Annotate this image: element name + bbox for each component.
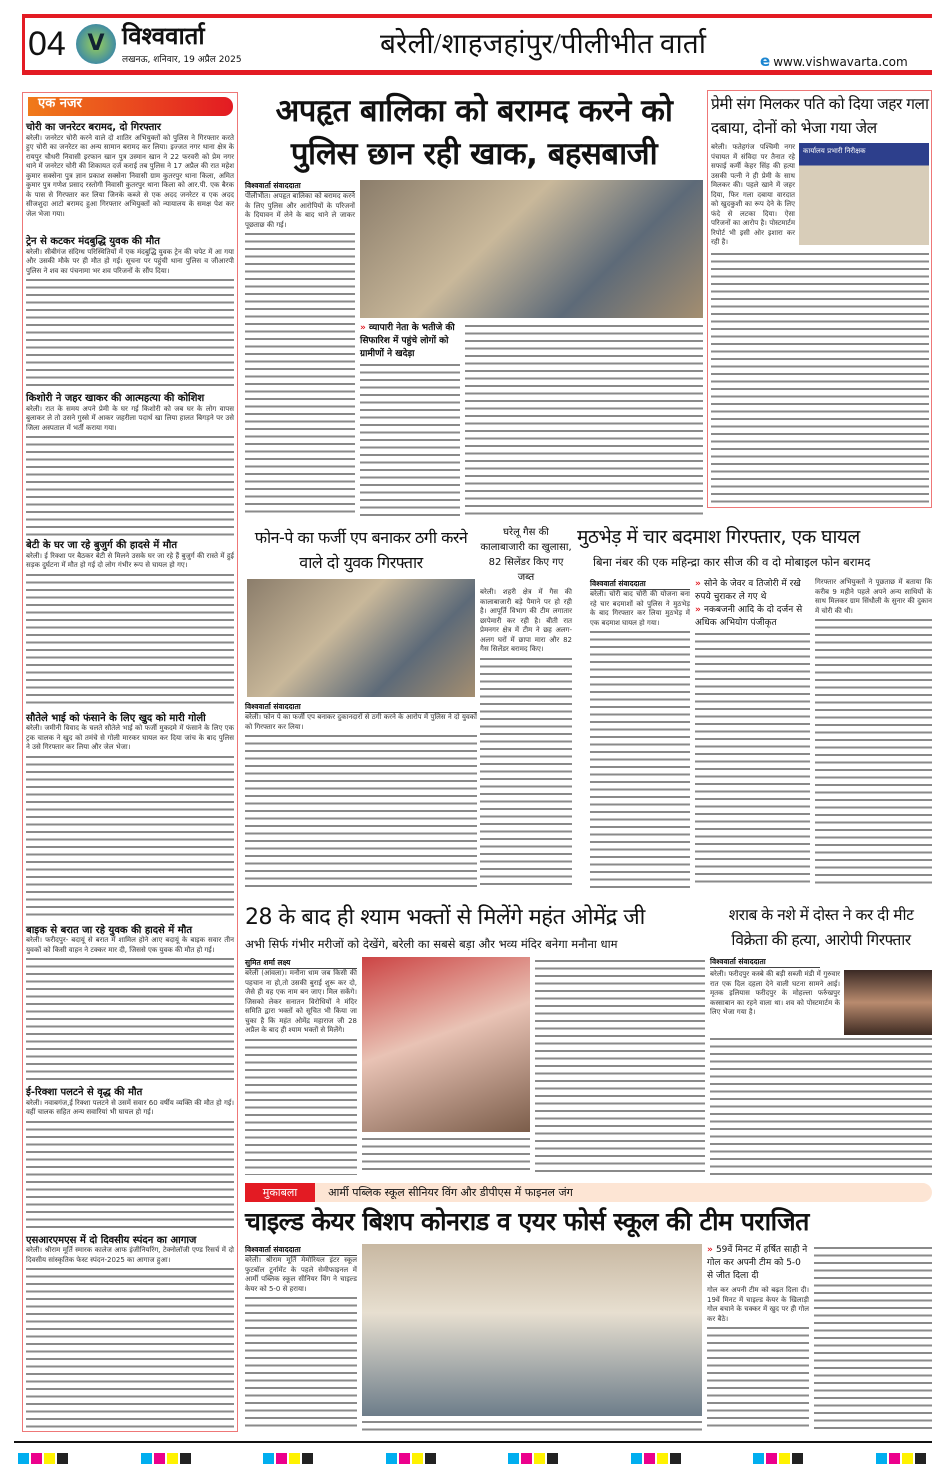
story-text: बरेली। रात के समय अपने प्रेमी के घर गई किशोरी को जब घर के लोग वापस बुलाकर ले तो उसने गुस्से में आकर जहरीला पदार्थ खा लिया हालत बिगड़ने पर उसे जिला अस्पताल में भर्ती कराया गया। [26, 404, 234, 432]
omendra-col-1 [245, 957, 357, 1175]
encounter-byline: विश्ववार्ता संवाददाता [590, 578, 690, 590]
pull-quote [360, 322, 460, 361]
sharab-text-block [710, 1035, 932, 1175]
lead-text-block [360, 361, 460, 516]
brief-story [26, 1235, 234, 1429]
right-top-headline: प्रेमी संग मिलकर पति को दिया जहर गला दबाया, दोनों को भेजा गया जेल [711, 95, 929, 137]
section-title: बरेली/शाहजहांपुर/पीलीभीत वार्ता [380, 29, 706, 60]
sports-body [245, 1244, 932, 1432]
omendra-body [245, 957, 705, 1175]
phonepe-photo [247, 579, 475, 697]
cmyk-swatch [141, 1449, 193, 1468]
cmyk-swatch [263, 1449, 315, 1468]
story-text-block [26, 433, 234, 536]
encounter-col-3 [815, 578, 932, 888]
gas-headline: घरेलू गैस की कालाबाजारी का खुलासा, 82 सिलेंडर किए गए जब्त [480, 527, 572, 583]
lead-text: पीलीभीत। अपहृत बालिका को बरामद करने के लिए पुलिस और आरोपियों के परिजनों के दियावन में लेने के बाद थाने ले जाकर पूछताछ की गई। [245, 192, 355, 229]
encounter-col-1 [590, 578, 690, 888]
story-title: बेटी के घर जा रहे बुजुर्ग की हादसे में मौत [26, 540, 178, 551]
story-text: बरेली। श्रीराम मूर्ति स्मारक कालेज आफ इंजीनियरिंग, टेक्नोलॉजी एण्ड रिसर्च में दो दिवसीय सांस्कृतिक फेस्ट स्पंदन-2025 का आगाज हुआ। [26, 1246, 234, 1264]
sports-kicker-text: आर्मी पब्लिक स्कूल सीनियर विंग और डीपीएस में फाइनल जंग [328, 1186, 573, 1199]
cmyk-swatch [386, 1449, 438, 1468]
sports-col-2 [362, 1244, 702, 1432]
cmyk-swatch [876, 1449, 928, 1468]
story-title: बाइक से बरात जा रहे युवक की हादसे में मौत [26, 924, 193, 936]
omendra-text: बरेली (आंवला)। मनौना धाम जब किसी की पहचान ना हो,तो उसकी बुराई शुरू कर दो, जैसे ही वह एक नाम बन जाए। मिल सकेंगे। जिसको लेकर सनातन विरोधियों ने मंदिर समिति द्वारा भक्तों को सूचित भी किया जा चुका है कि महंत ओमेंद्र महाराज जी 28 अप्रैल के बाद ही श्याम भक्तों से मिलेंगे। [245, 969, 357, 1034]
lead-pull-col [360, 322, 460, 516]
bullet-item [695, 578, 810, 604]
page-number: 04 [28, 25, 66, 63]
sharab-story [710, 903, 932, 1175]
bullet-text: 59वें मिनट में हर्षित साही ने गोल कर अपनी टीम को 5-0 से जीत दिला दी [707, 1245, 808, 1281]
gas-text: बरेली। शहरी क्षेत्र में गैस की कालाबाजारी बड़े पैमाने पर हो रही है। आपूर्ति विभाग की टीम लगातार छापेमारी कर रही है। बीती रात प्रेमनगर क्षेत्र में टीम ने छह अलग-अलग घरों में छापा मारा और 82 गैस सिलेंडर बरामद किए। [480, 588, 572, 653]
encounter-story [577, 524, 932, 888]
phonepe-text-block [245, 732, 477, 888]
encounter-col-2 [695, 578, 810, 888]
sports-text-block [362, 1418, 702, 1432]
lead-headline: अपहृत बालिका को बरामद करने को पुलिस छान रही खाक, बहसबाजी [275, 93, 673, 172]
sports-text-2: गोल कर अपनी टीम को बढ़त दिला दी। 19वें मिनट में चाइल्ड केयर के खिलाड़ी गोल बचाने के चक्कर में खुद पर ही गोल कर बैठे। [707, 1286, 809, 1323]
bullet-text: सोने के जेवर व तिजोरी में रखे रुपये चुराकर ले गए थे [695, 579, 801, 602]
chevron-icon: » [360, 323, 369, 333]
right-top-text-block [711, 250, 929, 505]
brief-story [26, 540, 234, 709]
encounter-body [577, 578, 932, 888]
browser-icon: e [760, 52, 771, 70]
omendra-text-block [362, 1135, 530, 1175]
right-top-body [711, 143, 929, 248]
gas-text-block [480, 655, 572, 889]
omendra-photo [362, 957, 530, 1132]
chevron-icon: » [695, 579, 704, 589]
website-link[interactable] [760, 52, 908, 70]
cmyk-swatch [508, 1449, 560, 1468]
sports-col-3 [707, 1244, 809, 1432]
chevron-icon: » [695, 605, 704, 615]
brief-story [26, 393, 234, 536]
story-text-block [26, 1118, 234, 1231]
lead-subcols [360, 322, 703, 516]
sharab-body [710, 970, 932, 1035]
pull-quote-text: व्यापारी नेता के भतीजे की सिफारिश में पहुंचे लोगों को ग्रामीणों ने खदेड़ा [360, 323, 455, 359]
encounter-text-block [695, 630, 810, 888]
brief-story [26, 713, 234, 921]
story-text: बरेली। ई रिक्शा पर बैठकर बेटी से मिलने उसके घर जा रहे हैं बुजुर्ग की रास्ते में हुई सड़क दुर्घटना में मौत हो गई दो लोग गंभीर रूप से घायल हो गए। [26, 551, 234, 569]
sports-text-block [707, 1324, 809, 1432]
lead-col-2 [360, 180, 703, 516]
story-text-block [26, 753, 234, 921]
website-url: www.vishwavarta.com [773, 55, 908, 69]
story-title: एसआरएमएस में दो दिवसीय स्पंदन का आगाज [26, 1234, 197, 1246]
story-text: बरेली। फरीदपुर- बदायूं से बरात में शामिल होने आए बदायूं के बाइक सवार तीन युवकों को किसी वाहन ने टक्कर मार दी, जिससे एक युवक की मौत हो गई। [26, 936, 234, 954]
story-text-block [26, 1265, 234, 1428]
omendra-subhead: अभी सिर्फ गंभीर मरीजों को देखेंगे, बरेली का सबसे बड़ा और भव्य मंदिर बनेगा मनौना धाम [245, 937, 618, 951]
omendra-story [245, 903, 705, 1175]
story-title: सौतेले भाई को फंसाने के लिए खुद को मारी गोली [26, 712, 206, 724]
encounter-text-2: गिरफ्तार अभियुक्तों ने पूछताछ में बताया कि करीब 9 महीने पहले अपने अन्य साथियों के साथ मिलकर ग्राम सिंधौली के सुनार की दुकान में चोरी की थी। [815, 578, 932, 615]
story-title: किशोरी ने जहर खाकर की आत्महत्या की कोशिश [26, 393, 205, 404]
sports-byline: विश्ववार्ता संवाददाता [245, 1244, 357, 1256]
right-top-photo [799, 143, 929, 245]
sharab-photo [844, 970, 932, 1035]
gas-story [480, 525, 572, 888]
story-title: ट्रेन से कटकर मंदबुद्धि युवक की मौत [26, 236, 160, 247]
phonepe-byline: विश्ववार्ता संवाददाता [245, 701, 477, 713]
sharab-byline: विश्ववार्ता संवाददाता [710, 956, 820, 968]
story-text: बरेली। सीबीगंज संदिग्ध परिस्थितियों में एक मंदबुद्धि युवक ट्रेन की चपेट में आ गया और उसकी मौके पर ही मौत हो गई। सूचना पर पहुंची थाना पुलिस व जीआरपी पुलिस ने शव का पंचनामा भर शव परिजनों के सौंप दिया। [26, 247, 234, 275]
brief-story [26, 1087, 234, 1231]
encounter-subhead: बिना नंबर की एक महिन्द्रा कार सीज की व दो मोबाइल फोन बरामद [593, 555, 871, 569]
cmyk-swatch [18, 1449, 70, 1468]
brand-logo-icon: V [76, 24, 116, 64]
lead-body [245, 180, 703, 516]
lead-col-1 [245, 180, 355, 516]
story-text-block [26, 276, 234, 389]
brand-name: विश्ववार्ता [122, 22, 205, 50]
sharab-text: बरेली। फरीदपुर कस्बे की बड़ी सब्जी मंडी में गुरुवार रात एक दिल दहला देने वाली घटना सामने आई। मृतक इलियास फरीदपुर के मोहल्ला फर्रुखपुर कस्साबान का रहने वाला था। शव को पोस्टमार्टम के लिए भेजा गया है। [710, 970, 840, 1016]
phonepe-story [245, 525, 477, 888]
brief-story [26, 122, 234, 232]
sports-text-block [814, 1244, 932, 1432]
sports-kicker: मुकाबला [245, 1183, 315, 1202]
encounter-text-block [815, 616, 932, 888]
sports-headline: चाइल्ड केयर बिशप कोनराड व एयर फोर्स स्कूल की टीम पराजित [245, 1207, 809, 1236]
story-title: ई-रिक्शा पलटने से वृद्ध की मौत [26, 1087, 143, 1098]
footer-rule [14, 1441, 932, 1443]
omendra-text-block [245, 1036, 357, 1176]
cmyk-swatch [631, 1449, 683, 1468]
cmyk-registration-marks [18, 1449, 928, 1468]
ek-nazar-label: एक नजर [28, 97, 233, 116]
bullet-item [695, 604, 810, 630]
phonepe-text: बरेली। फोन पे का फर्जी एप बनाकर दुकानदारों से ठगी करने के आरोप में पुलिस ने दो युवकों को गिरफ्तार कर लिया। [245, 713, 477, 731]
story-text-block [26, 571, 234, 709]
lead-byline: विश्ववार्ता संवाददाता [245, 180, 355, 192]
brief-story [26, 236, 234, 389]
story-text: बरेली। नवाबगंज,ई रिक्शा पलटने से उसमें सवार 60 वर्षीय व्यक्ति की मौत हो गई। वहीं चालक सहित अन्य सवारियां भी घायल हो गई। [26, 1098, 234, 1116]
omendra-headline: 28 के बाद ही श्याम भक्तों से मिलेंगे महंत ओमेंद्र जी [245, 905, 645, 930]
right-top-text: बरेली। फतेहगंज पश्चिमी नगर पंचायत में संविदा पर तैनात रहे सफाई कर्मी केहर सिंह की हत्या उसकी पत्नी ने ही प्रेमी के साथ मिलकर की। पहले खाने में जहर दिया, फिर गला दबाया वारदात को खुदकुशी का रूप देने के लिए फंदे से लटका दिया। ऐसा परिजनों का आरोप है। पोस्टमार्टम रिपोर्ट भी इसी ओर इशारा कर रही है। [711, 143, 795, 246]
story-text: बरेली। जनरेटर चोरी करने वाले दो शातिर अभियुक्तों को पुलिस ने गिरफ्तार करते हुए चोरी का जनरेटर का अन्य सामान बरामद कर लिया। इज्जत नगर थाना क्षेत्र के रायपुर चौधरी निवासी इरफान खान पुत्र उस्मान खान ने 22 फरवरी को प्रेम नगर थाने में जनरेटर चोरी की शिकायत दर्ज कराई तब पुलिस ने 17 अप्रैल की रात महेश कुमार सक्सेना पुत्र ज्ञान प्रकाश सक्सेना निवासी ग्राम कुतरपुर थाना किला, अमित कुमार पुत्र गणेश प्रसाद रस्तोगी निवासी कुतरपुर थाना किला को आर.पी. एक बैरक के पास से गिरफ्तार कर लिया जिनके कब्जे से एक अदद जनरेटर व एक अदद सीजशुदा आटो बरामद हुआ गिरफ्तार अभियुक्तों को न्यायालय के समक्ष पेश कर जेल भेजा गया। [26, 133, 234, 218]
omendra-byline: सुमित शर्मा लक्ष्य [245, 957, 357, 969]
sports-photo [362, 1244, 702, 1416]
sports-text-block [245, 1294, 357, 1432]
story-text: बरेली। जमीनी विवाद के चलते सौतेले भाई को फर्जी मुकदमे में फंसाने के लिए एक ट्रक चालक ने खुद को तमंचे से गोली मारकर घायल कर दिया जांच के बाद पुलिस ने उसे गिरफ्तार कर लिया और जेल भेजा। [26, 724, 234, 751]
encounter-headline: मुठभेड़ में चार बदमाश गिरफ्तार, एक घायल [577, 526, 860, 548]
omendra-col-2 [362, 957, 530, 1175]
sports-col-1 [245, 1244, 357, 1432]
sports-story [245, 1206, 932, 1432]
story-text-block [26, 955, 234, 1083]
omendra-text-block [535, 957, 705, 1175]
photo-sign-text: कार्यालय प्रभारी निरीक्षक [803, 147, 866, 155]
right-top-story [711, 92, 929, 504]
encounter-text: बरेली। चोरी बाद चोरी की योजना बना रहे चार बदमाशों को पुलिस ने मुठभेड़ के बाद गिरफ्तार कर लिया मुठभेड़ में एक बदमाश घायल हो गया। [590, 590, 690, 627]
story-title: चोरी का जनरेटर बरामद, दो गिरफ्तार [26, 122, 161, 133]
masthead-rule [22, 70, 932, 75]
sports-text: बरेली। श्रीराम मूर्ति मेमोरियल इंटर स्कूल फुटबॉल टूर्नामेंट के पहले सेमीफाइनल में आर्मी पब्लिक स्कूल सीनियर विंग ने चाइल्ड केयर को 5-0 से हराया। [245, 1256, 357, 1293]
place-date: लखनऊ, शनिवार, 19 अप्रैल 2025 [122, 55, 242, 65]
brief-story [26, 925, 234, 1084]
lead-text-block [465, 322, 703, 516]
lead-photo [360, 180, 703, 318]
lead-text-block [245, 230, 355, 516]
bullet-text: नकबजनी आदि के दो दर्जन से अधिक अभियोग पंजीकृत [695, 605, 803, 628]
chevron-icon: » [707, 1245, 716, 1255]
phonepe-headline: फोन-पे का फर्जी एप बनाकर ठगी करने वाले दो युवक गिरफ्तार [254, 528, 468, 572]
left-stories [26, 118, 234, 1428]
cmyk-swatch [753, 1449, 805, 1468]
encounter-text-block [590, 628, 690, 888]
lead-story [245, 90, 703, 516]
sports-kicker-bar [245, 1183, 932, 1202]
sports-bullet [707, 1244, 809, 1283]
sharab-headline: शराब के नशे में दोस्त ने कर दी मीट विक्रेता की हत्या, आरोपी गिरफ्तार [728, 906, 914, 949]
encounter-bullets [695, 578, 810, 630]
